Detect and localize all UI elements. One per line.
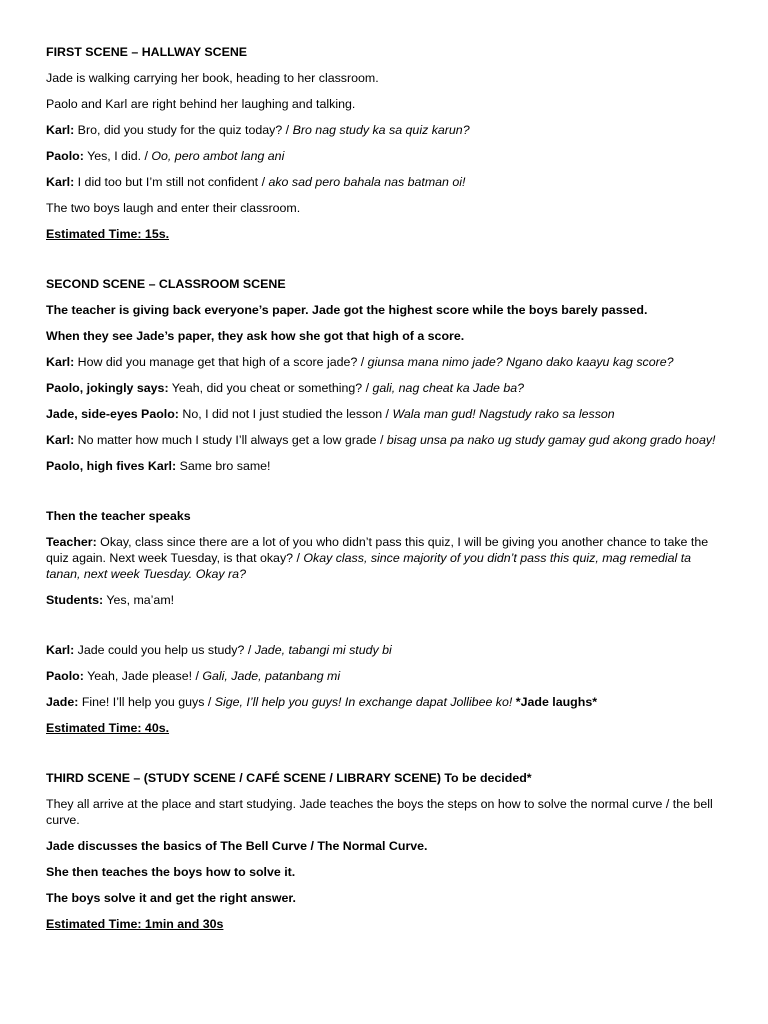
speaker: Karl: [46,123,75,137]
english-text: Fine! I’ll help you guys / [78,695,215,709]
scene-3-action-4: The boys solve it and get the right answer. [46,891,296,905]
dialogue-line [46,642,726,658]
scene-3-action-2: Jade discusses the basics of The Bell Curve / The Normal Curve. [46,839,428,853]
scene-3-action-1: They all arrive at the place and start studying. Jade teaches the boys the steps on how to solve the normal curve / the bell curve. [46,797,713,827]
speaker: Karl: [46,355,75,369]
speaker: Paolo, jokingly says: [46,381,169,395]
english-text: Same bro same! [176,459,271,473]
dialogue-line [46,380,726,396]
dialogue-line [46,432,726,448]
speaker: Teacher: [46,535,97,549]
spacer [46,746,726,770]
english-text: Yes, ma’am! [103,593,175,607]
english-text: Okay, class since there are a lot of you who didn’t pass this quiz, I will be giving you another chance to take the quiz again. Next week Tuesday, is that okay? / [46,535,709,565]
scene-1-action-3: The two boys laugh and enter their classroom. [46,201,301,215]
scene-1-heading: FIRST SCENE – HALLWAY SCENE [46,45,248,59]
translation-text: giunsa mana nimo jade? Ngano dako kaayu kag score? [367,355,674,369]
stage-direction: *Jade laughs* [512,695,598,709]
dialogue-line [46,354,726,370]
scene-2-estimated-time: Estimated Time: 40s. [46,721,170,735]
dialogue-line [46,148,726,164]
scene-2-heading: SECOND SCENE – CLASSROOM SCENE [46,277,286,291]
spacer [46,484,726,508]
scene-1-action-1: Jade is walking carrying her book, heading to her classroom. [46,71,379,85]
speaker: Students: [46,593,104,607]
translation-text: Jade, tabangi mi study bi [254,643,392,657]
dialogue-line [46,458,726,474]
dialogue-line [46,694,726,710]
scene-1-estimated-time: Estimated Time: 15s. [46,227,170,241]
translation-text: Bro nag study ka sa quiz karun? [292,123,470,137]
dialogue-line [46,174,726,190]
translation-text: Oo, pero ambot lang ani [151,149,285,163]
translation-text: Okay class, since majority of you didn’t pass this quiz, mag remedial ta tanan, next week Tuesday. Okay ra? [46,551,692,581]
speaker: Jade: [46,695,79,709]
teacher-intro: Then the teacher speaks [46,509,191,523]
english-text: Yeah, did you cheat or something? / [168,381,373,395]
english-text: No matter how much I study I’ll always get a low grade / [74,433,387,447]
speaker: Karl: [46,175,75,189]
spacer [46,252,726,276]
translation-text: gali, nag cheat ka Jade ba? [372,381,525,395]
speaker: Jade, side-eyes Paolo: [46,407,179,421]
spacer [46,618,726,642]
speaker: Paolo: [46,669,84,683]
scene-3-estimated-time: Estimated Time: 1min and 30s [46,917,224,931]
english-text: I did too but I’m still not confident / [74,175,269,189]
translation-text: ako sad pero bahala nas batman oi! [268,175,466,189]
english-text: Bro, did you study for the quiz today? / [74,123,293,137]
english-text: Yeah, Jade please! / [83,669,203,683]
translation-text: Gali, Jade, patanbang mi [202,669,341,683]
english-text: Jade could you help us study? / [74,643,255,657]
english-text: No, I did not I just studied the lesson / [178,407,393,421]
translation-text: Wala man gud! Nagstudy rako sa lesson [392,407,615,421]
english-text: How did you manage get that high of a score jade? / [74,355,368,369]
scene-3-heading: THIRD SCENE – (STUDY SCENE / CAFÉ SCENE / LIBRARY SCENE) To be decided* [46,771,532,785]
scene-2-action-2: When they see Jade’s paper, they ask how she got that high of a score. [46,329,465,343]
dialogue-line [46,122,726,138]
speaker: Paolo: [46,149,84,163]
translation-text: Sige, I’ll help you guys! In exchange dapat Jollibee ko! [214,695,513,709]
scene-1-action-2: Paolo and Karl are right behind her laughing and talking. [46,97,356,111]
english-text: Yes, I did. / [83,149,152,163]
scene-2-action-1: The teacher is giving back everyone’s paper. Jade got the highest score while the boys barely passed. [46,303,648,317]
script-document [46,44,726,942]
speaker: Paolo, high fives Karl: [46,459,177,473]
dialogue-line [46,534,726,582]
scene-3-action-3: She then teaches the boys how to solve it. [46,865,296,879]
dialogue-line [46,668,726,684]
speaker: Karl: [46,643,75,657]
speaker: Karl: [46,433,75,447]
dialogue-line [46,592,726,608]
translation-text: bisag unsa pa nako ug study gamay gud akong grado hoay! [386,433,716,447]
dialogue-line [46,406,726,422]
